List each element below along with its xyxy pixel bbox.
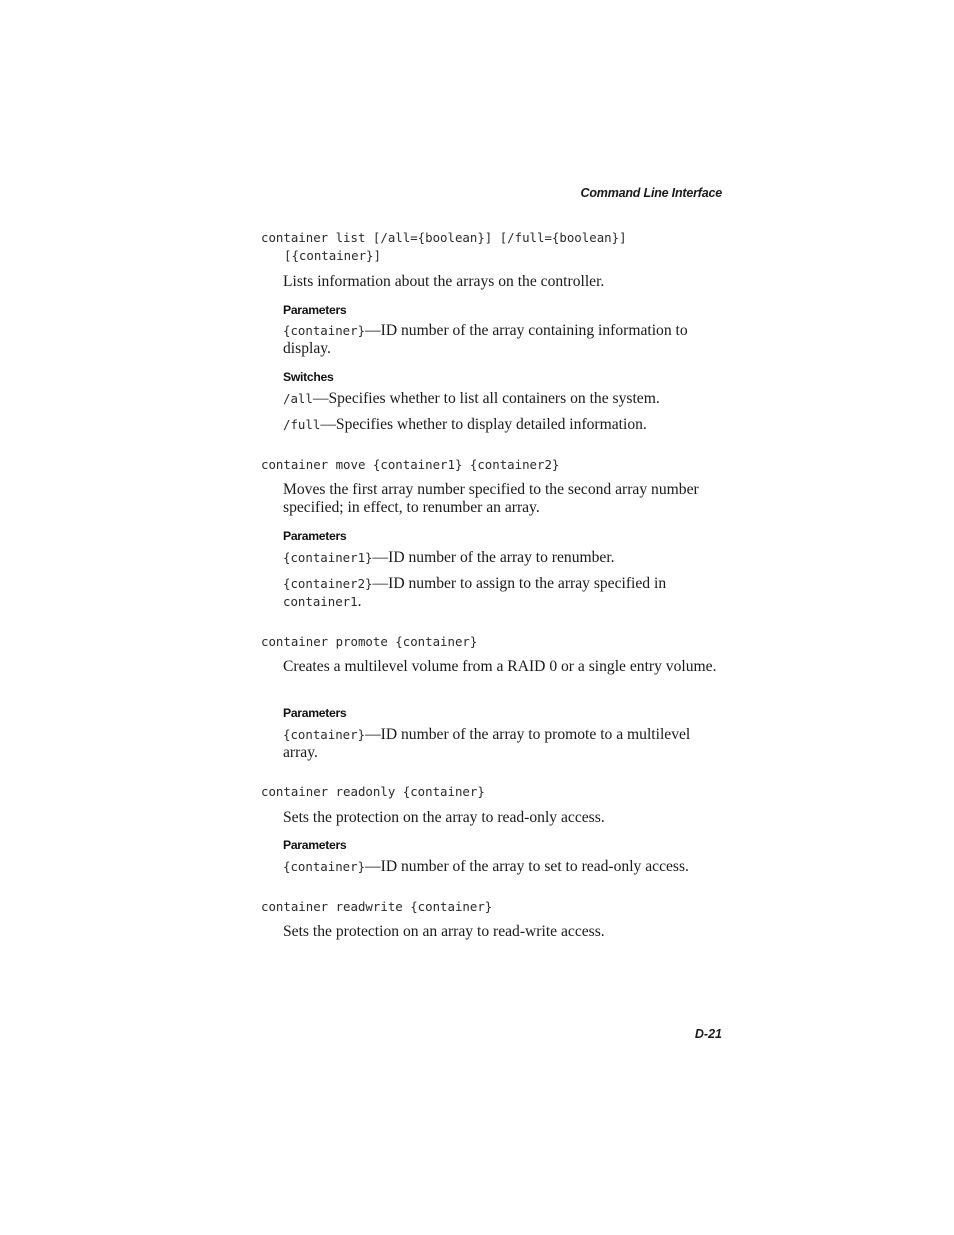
parameter-text: —ID number of the array to renumber. bbox=[372, 549, 615, 566]
parameter-code: {container1} bbox=[283, 550, 373, 565]
switches-heading: Switches bbox=[283, 370, 334, 384]
parameter-code: {container} bbox=[283, 859, 366, 874]
command-syntax-container-readwrite: container readwrite {container} bbox=[261, 899, 493, 914]
command-syntax-container-move: container move {container1} {container2} bbox=[261, 457, 560, 472]
command-description: Sets the protection on the array to read-only access. bbox=[283, 809, 605, 826]
command-syntax-line: [{container}] bbox=[284, 248, 381, 263]
switch-code: /all bbox=[283, 391, 313, 406]
parameter-text: —ID number of the array to promote to a multilevel array. bbox=[283, 726, 691, 761]
command-syntax-container-readonly: container readonly {container} bbox=[261, 784, 485, 799]
parameters-heading: Parameters bbox=[283, 303, 347, 317]
parameter-code: {container} bbox=[283, 727, 366, 742]
parameter-code: {container2} bbox=[283, 576, 373, 591]
switch-text: —Specifies whether to list all containers on the system. bbox=[312, 390, 660, 407]
running-header: Command Line Interface bbox=[580, 186, 722, 200]
parameter-code: container1 bbox=[283, 594, 358, 609]
parameters-heading: Parameters bbox=[283, 838, 347, 852]
switch-text: —Specifies whether to display detailed information. bbox=[320, 416, 647, 433]
command-syntax-container-promote: container promote {container} bbox=[261, 634, 478, 649]
parameters-heading: Parameters bbox=[283, 706, 347, 720]
parameter-item bbox=[283, 575, 728, 611]
parameter-text: —ID number of the array to set to read-only access. bbox=[365, 858, 689, 875]
parameter-item bbox=[283, 726, 728, 762]
command-description: Lists information about the arrays on the controller. bbox=[283, 273, 605, 290]
command-syntax-line: container list [/all={boolean}] [/full={boolean}] bbox=[261, 230, 627, 245]
parameter-text: . bbox=[357, 593, 362, 610]
command-description: Sets the protection on an array to read-write access. bbox=[283, 923, 605, 940]
command-description: Moves the first array number specified to the second array number specified; in effect, to renumber an array. bbox=[283, 481, 699, 516]
parameter-item bbox=[283, 549, 728, 567]
switch-item bbox=[283, 390, 728, 408]
parameter-text: —ID number of the array containing information to display. bbox=[283, 322, 688, 357]
switch-code: /full bbox=[283, 417, 321, 432]
command-description: Creates a multilevel volume from a RAID 0 or a single entry volume. bbox=[283, 658, 717, 675]
parameter-code: {container} bbox=[283, 323, 366, 338]
page-number: D-21 bbox=[694, 1027, 722, 1041]
parameter-item bbox=[283, 322, 728, 358]
parameters-heading: Parameters bbox=[283, 529, 347, 543]
parameter-item bbox=[283, 858, 728, 876]
command-syntax-container-list bbox=[261, 229, 731, 265]
parameter-text: —ID number to assign to the array specified in bbox=[372, 575, 667, 592]
switch-item bbox=[283, 416, 728, 434]
